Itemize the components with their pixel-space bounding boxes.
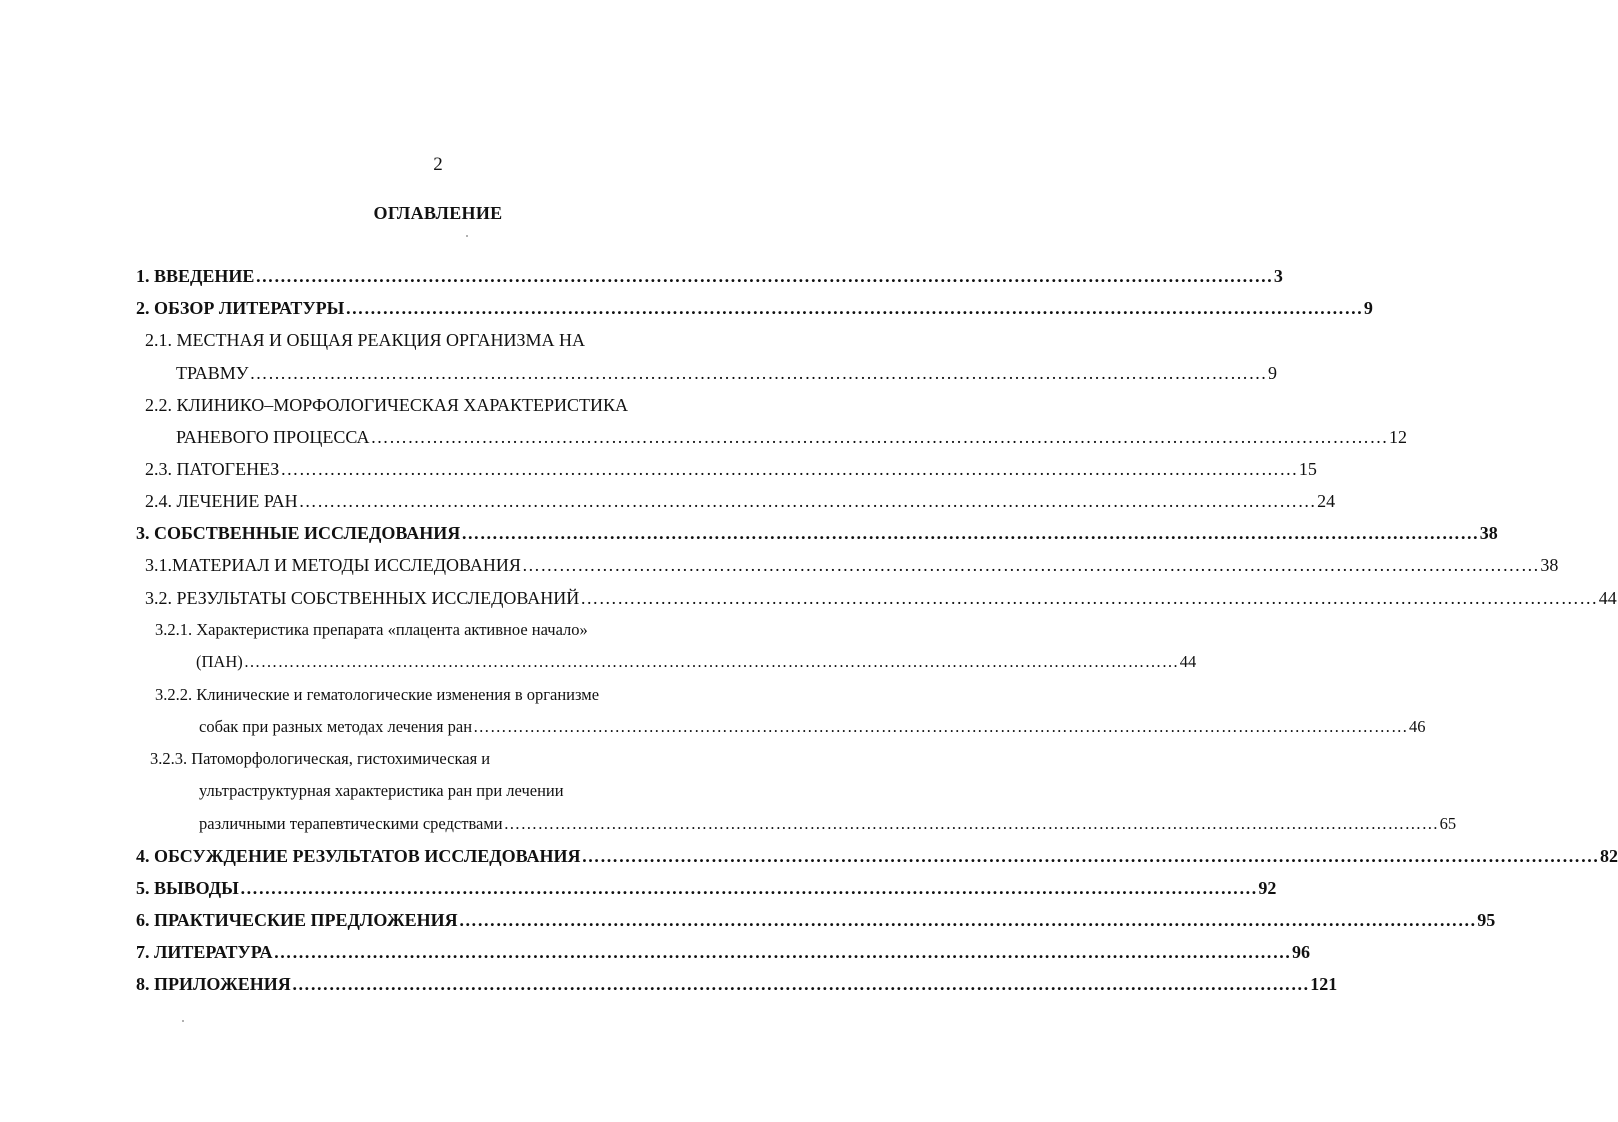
dot-leader: …………………………………………………………………………………………………………………………………………………: [580, 588, 1598, 608]
toc-entry-title: собак при разных методах лечения ран: [199, 717, 473, 736]
toc-entry-line: 3.2.2. Клинические и гематологические изменения в организме: [155, 685, 600, 704]
toc-entry-title: 4. ОБСУЖДЕНИЕ РЕЗУЛЬТАТОВ ИССЛЕДОВАНИЯ: [136, 846, 581, 866]
toc-entry-title: 7. ЛИТЕРАТУРА: [136, 942, 273, 962]
toc-entry-page: 12: [1389, 427, 1407, 447]
dot-leader: …………………………………………………………………………………………………………………………………………………: [503, 814, 1439, 833]
toc-entry-title: 3. СОБСТВЕННЫЕ ИССЛЕДОВАНИЯ: [136, 523, 461, 543]
toc-entry-pathogenesis[interactable]: [145, 458, 1317, 480]
page-number: 2: [433, 154, 443, 175]
toc-entry-title: различными терапевтическими средствами: [199, 814, 503, 833]
toc-entry-page: 15: [1298, 459, 1317, 479]
dot-leader: …………………………………………………………………………………………………………………………………………………: [345, 298, 1363, 318]
dot-leader: …………………………………………………………………………………………………………………………………………………: [273, 942, 1291, 962]
toc-entry-practical-proposals[interactable]: [136, 909, 1496, 931]
toc-entry-page: 38: [1479, 523, 1498, 543]
dot-leader: …………………………………………………………………………………………………………………………………………………: [239, 878, 1258, 898]
toc-entry-pan-characteristics[interactable]: [196, 651, 1197, 673]
toc-entry-introduction[interactable]: [136, 265, 1283, 287]
toc-entry-appendices[interactable]: [136, 973, 1338, 995]
dot-leader: …………………………………………………………………………………………………………………………………………………: [461, 523, 1479, 543]
toc-entry-title: 3.2. РЕЗУЛЬТАТЫ СОБСТВЕННЫХ ИССЛЕДОВАНИЙ: [145, 588, 580, 608]
toc-entry-title: РАНЕВОГО ПРОЦЕССА: [176, 427, 370, 447]
dot-leader: …………………………………………………………………………………………………………………………………………………: [243, 652, 1179, 671]
dot-leader: …………………………………………………………………………………………………………………………………………………: [473, 717, 1409, 736]
toc-entry-discussion[interactable]: [136, 845, 1618, 867]
toc-entry-page: 44: [1179, 652, 1197, 671]
toc-entry-title: (ПАН): [196, 652, 243, 671]
toc-entry-page: 121: [1310, 974, 1338, 994]
dot-leader: …………………………………………………………………………………………………………………………………………………: [280, 459, 1298, 479]
scan-speck: [182, 1020, 184, 1022]
dot-leader: …………………………………………………………………………………………………………………………………………………: [255, 266, 1273, 286]
toc-title: ОГЛАВЛЕНИЕ: [373, 203, 503, 223]
dot-leader: …………………………………………………………………………………………………………………………………………………: [249, 363, 1267, 383]
toc-entry-literature-review[interactable]: [136, 297, 1373, 319]
toc-entry-title: 6. ПРАКТИЧЕСКИЕ ПРЕДЛОЖЕНИЯ: [136, 910, 458, 930]
dot-leader: …………………………………………………………………………………………………………………………………………………: [298, 491, 1317, 511]
toc-entry-page: 65: [1439, 814, 1457, 833]
toc-entry-page: 46: [1409, 717, 1426, 736]
dot-leader: …………………………………………………………………………………………………………………………………………………: [521, 555, 1540, 575]
dot-leader: …………………………………………………………………………………………………………………………………………………: [458, 910, 1477, 930]
toc-entry-page: 24: [1317, 491, 1336, 511]
scan-speck: [466, 235, 468, 237]
toc-entry-title: ТРАВМУ: [176, 363, 249, 383]
toc-entry-title: 8. ПРИЛОЖЕНИЯ: [136, 974, 291, 994]
toc-entry-references[interactable]: [136, 941, 1310, 963]
toc-entry-page: 96: [1291, 942, 1310, 962]
toc-entry-title: 2.3. ПАТОГЕНЕЗ: [145, 459, 280, 479]
toc-entry-pathomorphology[interactable]: [199, 813, 1457, 835]
toc-entry-reaction-to-trauma[interactable]: [176, 362, 1277, 384]
toc-entry-conclusions[interactable]: [136, 877, 1277, 899]
toc-entry-page: 9: [1363, 298, 1373, 318]
toc-entry-page: 44: [1598, 588, 1617, 608]
toc-entry-title: 5. ВЫВОДЫ: [136, 878, 239, 898]
toc-entry-page: 82: [1600, 846, 1618, 866]
toc-entry-line: ультраструктурная характеристика ран при лечении: [199, 781, 564, 800]
toc-entry-clinical-changes[interactable]: [199, 716, 1426, 738]
toc-entry-line: 2.2. КЛИНИКО–МОРФОЛОГИЧЕСКАЯ ХАРАКТЕРИСТИКА: [145, 395, 629, 415]
toc-entry-materials-methods[interactable]: [145, 554, 1559, 576]
dot-leader: …………………………………………………………………………………………………………………………………………………: [291, 974, 1310, 994]
toc-entry-title: 3.1.МАТЕРИАЛ И МЕТОДЫ ИССЛЕДОВАНИЯ: [145, 555, 521, 575]
toc-entry-line: 3.2.1. Характеристика препарата «плацента активное начало»: [155, 620, 588, 639]
toc-entry-line: 3.2.3. Патоморфологическая, гистохимическая и: [150, 749, 491, 768]
toc-entry-own-results[interactable]: [145, 587, 1617, 609]
dot-leader: …………………………………………………………………………………………………………………………………………………: [370, 427, 1388, 447]
toc-entry-own-research[interactable]: [136, 522, 1498, 544]
toc-entry-page: 9: [1267, 363, 1277, 383]
dot-leader: …………………………………………………………………………………………………………………………………………………: [581, 846, 1600, 866]
toc-entry-line: 2.1. МЕСТНАЯ И ОБЩАЯ РЕАКЦИЯ ОРГАНИЗМА НА: [145, 330, 585, 350]
toc-entry-wound-process[interactable]: [176, 426, 1407, 448]
toc-entry-page: 95: [1477, 910, 1496, 930]
toc-entry-title: 2.4. ЛЕЧЕНИЕ РАН: [145, 491, 298, 511]
toc-entry-page: 92: [1258, 878, 1277, 898]
toc-entry-wound-treatment[interactable]: [145, 490, 1336, 512]
toc-entry-page: 38: [1540, 555, 1559, 575]
toc-entry-page: 3: [1273, 266, 1283, 286]
toc-entry-title: 1. ВВЕДЕНИЕ: [136, 266, 255, 286]
toc-entry-title: 2. ОБЗОР ЛИТЕРАТУРЫ: [136, 298, 345, 318]
